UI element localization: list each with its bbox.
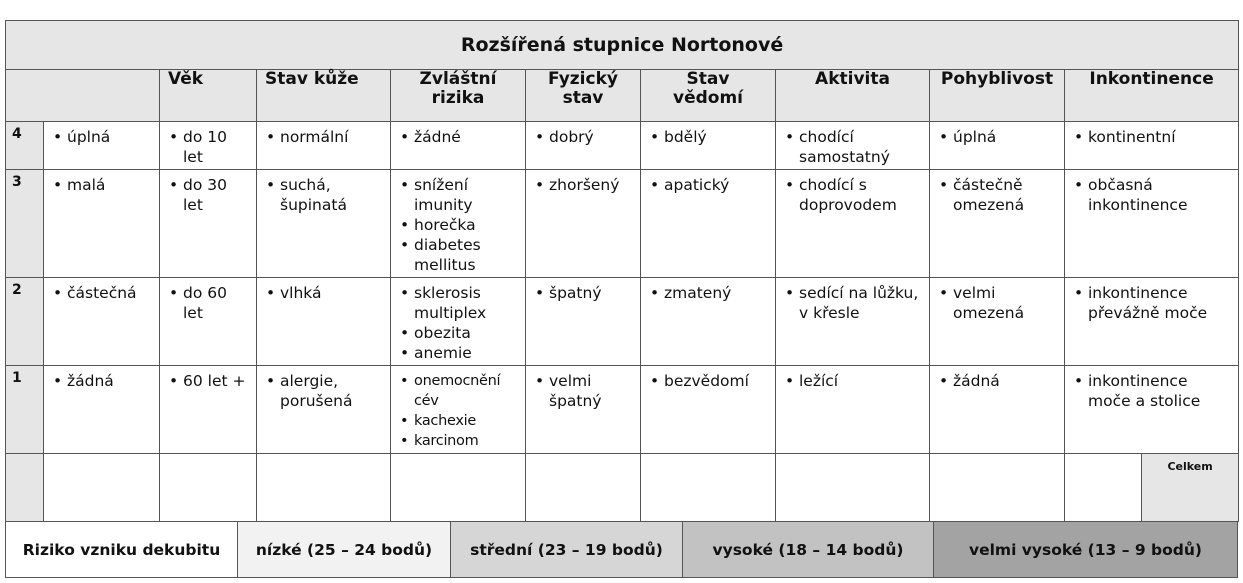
list-item: • malá (52, 175, 153, 195)
cell-risk (391, 366, 526, 454)
list-item: • do 10 let (168, 127, 250, 167)
list-item: • částečná (52, 283, 153, 303)
list-item: • sedící na lůžku, v křesle (784, 283, 923, 323)
list-item: • alergie, porušená (265, 371, 384, 411)
total-input[interactable] (641, 454, 776, 522)
legend-very-high: velmi vysoké (13 – 9 bodů) (934, 522, 1237, 577)
list-item: • úplná (938, 127, 1058, 147)
total-input[interactable] (160, 454, 257, 522)
header-empty (6, 70, 160, 122)
list-item: • karcinom (399, 431, 519, 451)
list-item: • velmi omezená (938, 283, 1058, 323)
list-item: • do 60 let (168, 283, 250, 323)
list-item: • suchá, šupinatá (265, 175, 384, 215)
list-item: • sklerosis multiplex (399, 283, 519, 323)
list-item: • snížení imunity (399, 175, 519, 215)
total-input[interactable] (44, 454, 160, 522)
list-item: • špatný (534, 283, 634, 303)
list-item: • normální (265, 127, 384, 147)
cell-movement (930, 122, 1065, 170)
cell-risk (391, 278, 526, 366)
header-aktivita: Aktivita (776, 70, 930, 122)
total-input[interactable] (1065, 454, 1142, 522)
list-item: • bdělý (649, 127, 769, 147)
list-item: • zhoršený (534, 175, 634, 195)
table-row (6, 122, 1239, 170)
list-item: • chodící s doprovodem (784, 175, 923, 215)
header-inkontinence: Inkontinence (1065, 70, 1239, 122)
cell-consciousness (641, 122, 776, 170)
header-zvlastni-rizika: Zvláštní rizika (391, 70, 526, 122)
list-item: • do 30 let (168, 175, 250, 215)
cell-mobility (44, 122, 160, 170)
list-item: • 60 let + (168, 371, 250, 391)
total-input[interactable] (930, 454, 1065, 522)
table-row (6, 170, 1239, 278)
norton-table (5, 20, 1239, 522)
table-title: Rozšířená stupnice Nortonové (6, 21, 1239, 70)
list-item: • ležící (784, 371, 923, 391)
list-item: • částečně omezená (938, 175, 1058, 215)
cell-incontinence (1065, 170, 1239, 278)
legend-high: vysoké (18 – 14 bodů) (683, 522, 934, 577)
legend-low: nízké (25 – 24 bodů) (238, 522, 451, 577)
header-stav-vedomi: Stav vědomí (641, 70, 776, 122)
cell-risk (391, 122, 526, 170)
row-score: 1 (6, 366, 44, 454)
cell-incontinence (1065, 278, 1239, 366)
risk-legend (5, 522, 1238, 578)
list-item: • žádná (938, 371, 1058, 391)
list-item: • apatický (649, 175, 769, 195)
cell-mobility (44, 366, 160, 454)
table-row (6, 278, 1239, 366)
table-row (6, 366, 1239, 454)
cell-consciousness (641, 170, 776, 278)
cell-movement (930, 170, 1065, 278)
header-pohyblivost: Pohyblivost (930, 70, 1065, 122)
cell-movement (930, 278, 1065, 366)
list-item: • inkontinence převážně moče (1073, 283, 1232, 323)
cell-risk (391, 170, 526, 278)
norton-scale (5, 20, 1238, 578)
list-item: • anemie (399, 343, 519, 363)
header-stav-kuze: Stav kůže (257, 70, 391, 122)
total-input[interactable] (526, 454, 641, 522)
cell-skin (257, 170, 391, 278)
cell-physical (526, 170, 641, 278)
cell-movement (930, 366, 1065, 454)
cell-activity (776, 170, 930, 278)
cell-mobility (44, 170, 160, 278)
total-row-number (6, 454, 44, 522)
cell-skin (257, 366, 391, 454)
list-item: • onemocnění cév (399, 371, 519, 411)
list-item: • žádná (52, 371, 153, 391)
list-item: • bezvědomí (649, 371, 769, 391)
cell-activity (776, 366, 930, 454)
cell-activity (776, 122, 930, 170)
row-score: 3 (6, 170, 44, 278)
list-item: • inkontinence moče a stolice (1073, 371, 1232, 411)
cell-age (160, 278, 257, 366)
list-item: • kontinentní (1073, 127, 1232, 147)
list-item: • vlhká (265, 283, 384, 303)
legend-title: Riziko vzniku dekubitu (6, 522, 238, 577)
total-input[interactable] (257, 454, 391, 522)
cell-incontinence (1065, 366, 1239, 454)
row-score: 4 (6, 122, 44, 170)
list-item: • chodící samostatný (784, 127, 923, 167)
cell-mobility (44, 278, 160, 366)
header-row (6, 70, 1239, 122)
list-item: • dobrý (534, 127, 634, 147)
list-item: • velmi špatný (534, 371, 634, 411)
list-item: • zmatený (649, 283, 769, 303)
total-label: Celkem (1142, 454, 1239, 522)
list-item: • horečka (399, 215, 519, 235)
cell-consciousness (641, 278, 776, 366)
list-item: • občasná inkontinence (1073, 175, 1232, 215)
header-vek: Věk (160, 70, 257, 122)
cell-age (160, 170, 257, 278)
cell-physical (526, 366, 641, 454)
total-input[interactable] (776, 454, 930, 522)
cell-consciousness (641, 366, 776, 454)
list-item: • žádné (399, 127, 519, 147)
legend-medium: střední (23 – 19 bodů) (451, 522, 683, 577)
cell-age (160, 122, 257, 170)
list-item: • diabetes mellitus (399, 235, 519, 275)
cell-activity (776, 278, 930, 366)
cell-age (160, 366, 257, 454)
header-fyzicky-stav: Fyzický stav (526, 70, 641, 122)
cell-skin (257, 122, 391, 170)
cell-skin (257, 278, 391, 366)
cell-incontinence (1065, 122, 1239, 170)
total-input[interactable] (391, 454, 526, 522)
cell-physical (526, 278, 641, 366)
list-item: • obezita (399, 323, 519, 343)
list-item: • úplná (52, 127, 153, 147)
cell-physical (526, 122, 641, 170)
row-score: 2 (6, 278, 44, 366)
list-item: • kachexie (399, 411, 519, 431)
total-row (6, 454, 1239, 522)
